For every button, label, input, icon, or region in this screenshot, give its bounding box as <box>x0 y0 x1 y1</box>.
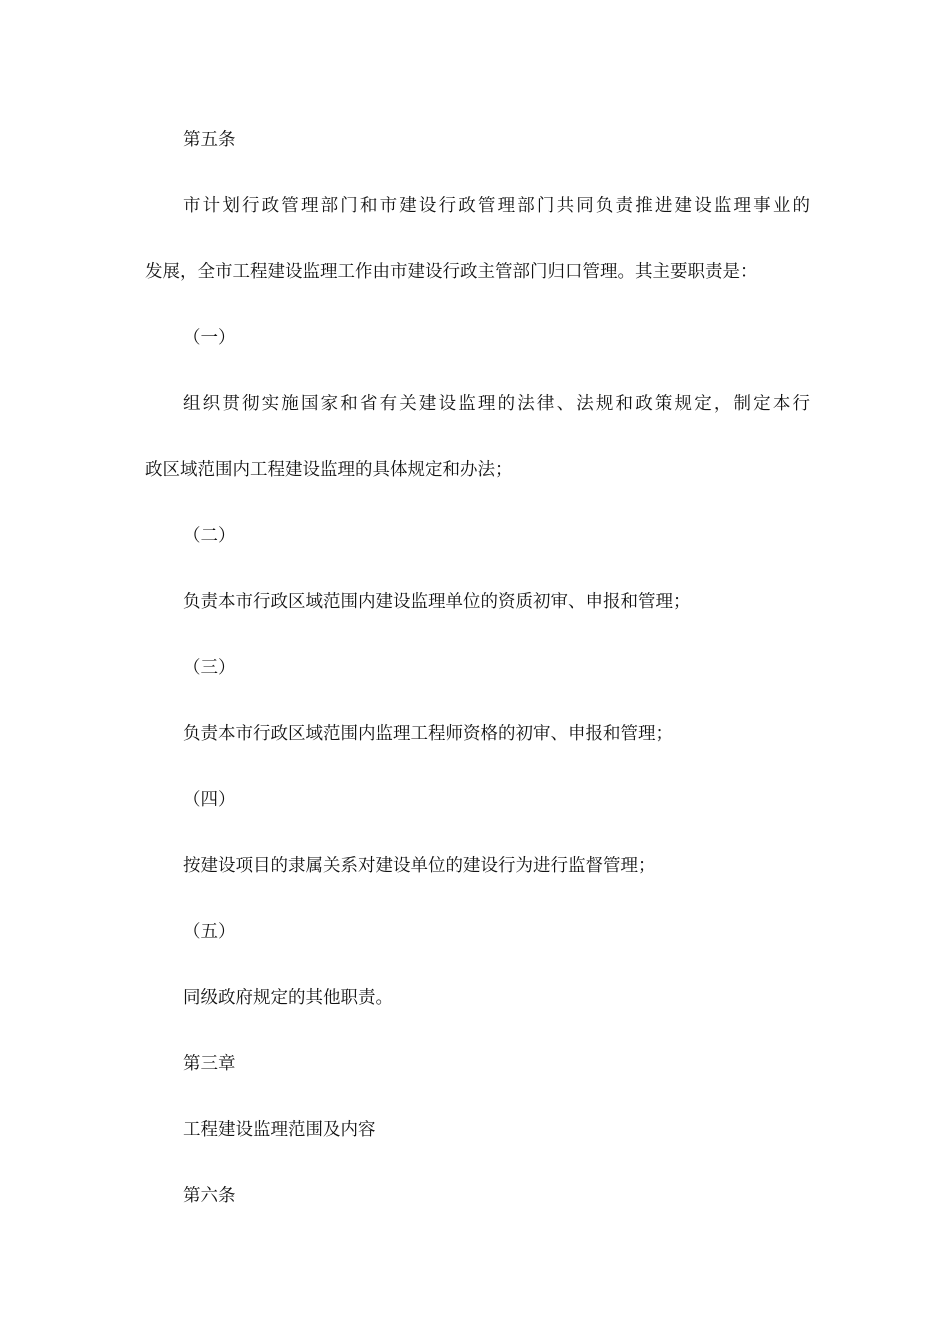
chapter-3-heading: 第三章 <box>183 1054 236 1074</box>
duty-3-number: （三） <box>183 658 236 678</box>
duty-1-text-line-1: 组织贯彻实施国家和省有关建设监理的法律、法规和政策规定，制定本行 <box>183 394 810 414</box>
article-5-intro-line-1: 市计划行政管理部门和市建设行政管理部门共同负责推进建设监理事业的 <box>183 196 810 216</box>
duty-4-number: （四） <box>183 790 236 810</box>
chapter-3-title: 工程建设监理范围及内容 <box>183 1120 376 1140</box>
duty-4-text: 按建设项目的隶属关系对建设单位的建设行为进行监督管理； <box>183 856 656 876</box>
duty-2-number: （二） <box>183 526 236 546</box>
duty-2-text: 负责本市行政区域范围内建设监理单位的资质初审、申报和管理； <box>183 592 691 612</box>
duty-5-text: 同级政府规定的其他职责。 <box>183 988 393 1008</box>
article-5-heading: 第五条 <box>183 130 236 150</box>
duty-1-text-line-2: 政区域范围内工程建设监理的具体规定和办法； <box>145 460 513 480</box>
duty-3-text: 负责本市行政区域范围内监理工程师资格的初审、申报和管理； <box>183 724 673 744</box>
duty-5-number: （五） <box>183 922 236 942</box>
document-body <box>145 120 810 1216</box>
duty-1-number: （一） <box>183 328 236 348</box>
article-5-intro-line-2: 发展，全市工程建设监理工作由市建设行政主管部门归口管理。其主要职责是： <box>145 262 758 282</box>
article-6-heading: 第六条 <box>183 1186 236 1206</box>
